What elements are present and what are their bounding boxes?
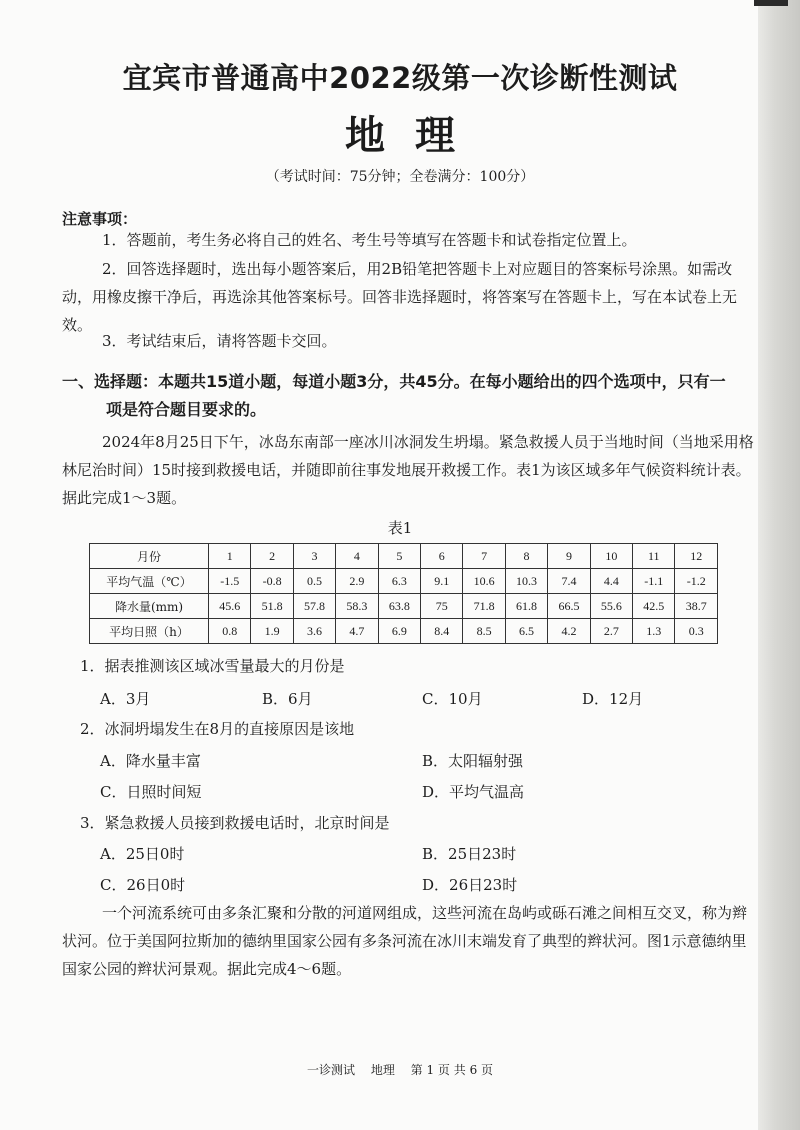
question-1-stem: 1．据表推测该区域冰雪量最大的月份是 <box>80 657 345 675</box>
table-row-label: 降水量(mm) <box>90 594 209 619</box>
table-cell: -1.5 <box>209 569 251 594</box>
table-cell: 8.5 <box>463 619 505 644</box>
table-cell: 10 <box>590 544 632 569</box>
table-cell: 7 <box>463 544 505 569</box>
question-3-option-d: D．26日23时 <box>422 876 518 894</box>
passage-2: 一个河流系统可由多条汇聚和分散的河道网组成，这些河流在岛屿或砾石滩之间相互交叉，称为辫状河。位于美国阿拉斯加的德纳里国家公园有多条河流在冰川末端发育了典型的辫状河。图1示意德纳里国家公园的辫状河景观。据此完成4～6题。 <box>62 904 748 978</box>
question-1-option-d: D．12月 <box>582 690 644 708</box>
table-cell: 7.4 <box>548 569 590 594</box>
table-cell: 8.4 <box>421 619 463 644</box>
table-cell: -0.8 <box>251 569 293 594</box>
table-cell: 58.3 <box>336 594 378 619</box>
table-cell: 1 <box>209 544 251 569</box>
table-row-avg-temperature-row <box>90 569 718 594</box>
table-cell: 2.9 <box>336 569 378 594</box>
table-cell: 9.1 <box>421 569 463 594</box>
table-cell: 5 <box>378 544 420 569</box>
table-cell: 45.6 <box>209 594 251 619</box>
question-2-option-d: D．平均气温高 <box>422 783 525 801</box>
table-cell: 55.6 <box>590 594 632 619</box>
page-footer <box>0 1061 800 1078</box>
table-cell: 63.8 <box>378 594 420 619</box>
table-cell: 6.3 <box>378 569 420 594</box>
section-1-title-line2: 项是符合题目要求的。 <box>106 400 267 419</box>
table-cell: 51.8 <box>251 594 293 619</box>
question-1-option-c: C．10月 <box>422 690 483 708</box>
table-row-month-row <box>90 544 718 569</box>
question-2-option-b: B．太阳辐射强 <box>422 752 524 770</box>
footer-subject: 地理 <box>370 1063 395 1077</box>
table-cell: 8 <box>505 544 547 569</box>
table-cell: 3.6 <box>293 619 335 644</box>
table-cell: 9 <box>548 544 590 569</box>
question-2-option-a: A．降水量丰富 <box>100 752 201 770</box>
question-1-option-b: B．6月 <box>262 690 313 708</box>
table-cell: 6.5 <box>505 619 547 644</box>
table-row-precipitation-row <box>90 594 718 619</box>
footer-exam: 一诊测试 <box>306 1063 355 1077</box>
table-cell: 11 <box>633 544 675 569</box>
table-1-caption: 表1 <box>387 519 413 537</box>
notice-title: 注意事项： <box>62 210 138 228</box>
table-cell: 2.7 <box>590 619 632 644</box>
notice-item-3: 3．考试结束后，请将答题卡交回。 <box>102 332 337 350</box>
question-3-stem: 3．紧急救援人员接到救援电话时，北京时间是 <box>80 814 390 832</box>
table-cell: 2 <box>251 544 293 569</box>
question-3-option-b: B．25日23时 <box>422 845 517 863</box>
table-cell: -1.1 <box>633 569 675 594</box>
table-row-label: 平均气温（℃） <box>90 569 209 594</box>
table-cell: 4.2 <box>548 619 590 644</box>
table-row-sunshine-row <box>90 619 718 644</box>
exam-info: （考试时间：75分钟；全卷满分：100分） <box>265 169 535 185</box>
question-2-option-c: C．日照时间短 <box>100 783 202 801</box>
table-cell: -1.2 <box>675 569 718 594</box>
notice-item-1: 1．答题前，考生务必将自己的姓名、考生号等填写在答题卡和试卷指定位置上。 <box>102 231 637 249</box>
table-cell: 6 <box>421 544 463 569</box>
passage-1: 2024年8月25日下午，冰岛东南部一座冰川冰洞发生坍塌。紧急救援人员于当地时间（当地采用格林尼治时间）15时接到救援电话，并随即前往事发地展开救援工作。表1为该区域多年气候资料统计表。据此完成1～3题。 <box>62 433 754 507</box>
table-cell: 61.8 <box>505 594 547 619</box>
section-1-title-line1: 一、选择题：本题共15道小题，每道小题3分，共45分。在每小题给出的四个选项中，只有一 <box>62 372 726 391</box>
footer-page-number: 第 1 页 共 6 页 <box>410 1063 494 1077</box>
climate-table <box>89 543 718 644</box>
table-cell: 3 <box>293 544 335 569</box>
table-cell: 66.5 <box>548 594 590 619</box>
table-cell: 57.8 <box>293 594 335 619</box>
section-1-title <box>62 368 758 424</box>
table-cell: 6.9 <box>378 619 420 644</box>
table-cell: 71.8 <box>463 594 505 619</box>
question-1-option-a: A．3月 <box>100 690 151 708</box>
table-cell: 1.9 <box>251 619 293 644</box>
notice-item-2: 2．回答选择题时，选出每小题答案后，用2B铅笔把答题卡上对应题目的答案标号涂黑。如需改动，用橡皮擦干净后，再选涂其他答案标号。回答非选择题时，将答案写在答题卡上，写在本试卷上无效。 <box>62 260 738 334</box>
table-row-label: 平均日照（h） <box>90 619 209 644</box>
table-cell: 38.7 <box>675 594 718 619</box>
question-3-option-c: C．26日0时 <box>100 876 186 894</box>
table-cell: 10.6 <box>463 569 505 594</box>
table-cell: 0.3 <box>675 619 718 644</box>
question-2-stem: 2．冰洞坍塌发生在8月的直接原因是该地 <box>80 720 355 738</box>
table-cell: 4.4 <box>590 569 632 594</box>
table-cell: 75 <box>421 594 463 619</box>
table-cell: 10.3 <box>505 569 547 594</box>
table-row-label: 月份 <box>90 544 209 569</box>
table-cell: 1.3 <box>633 619 675 644</box>
table-cell: 4.7 <box>336 619 378 644</box>
table-cell: 12 <box>675 544 718 569</box>
table-cell: 42.5 <box>633 594 675 619</box>
subject-title: 地理 <box>345 113 485 159</box>
table-cell: 0.8 <box>209 619 251 644</box>
table-cell: 0.5 <box>293 569 335 594</box>
table-cell: 4 <box>336 544 378 569</box>
exam-title: 宜宾市普通高中2022级第一次诊断性测试 <box>122 61 678 95</box>
question-3-option-a: A．25日0时 <box>100 845 185 863</box>
